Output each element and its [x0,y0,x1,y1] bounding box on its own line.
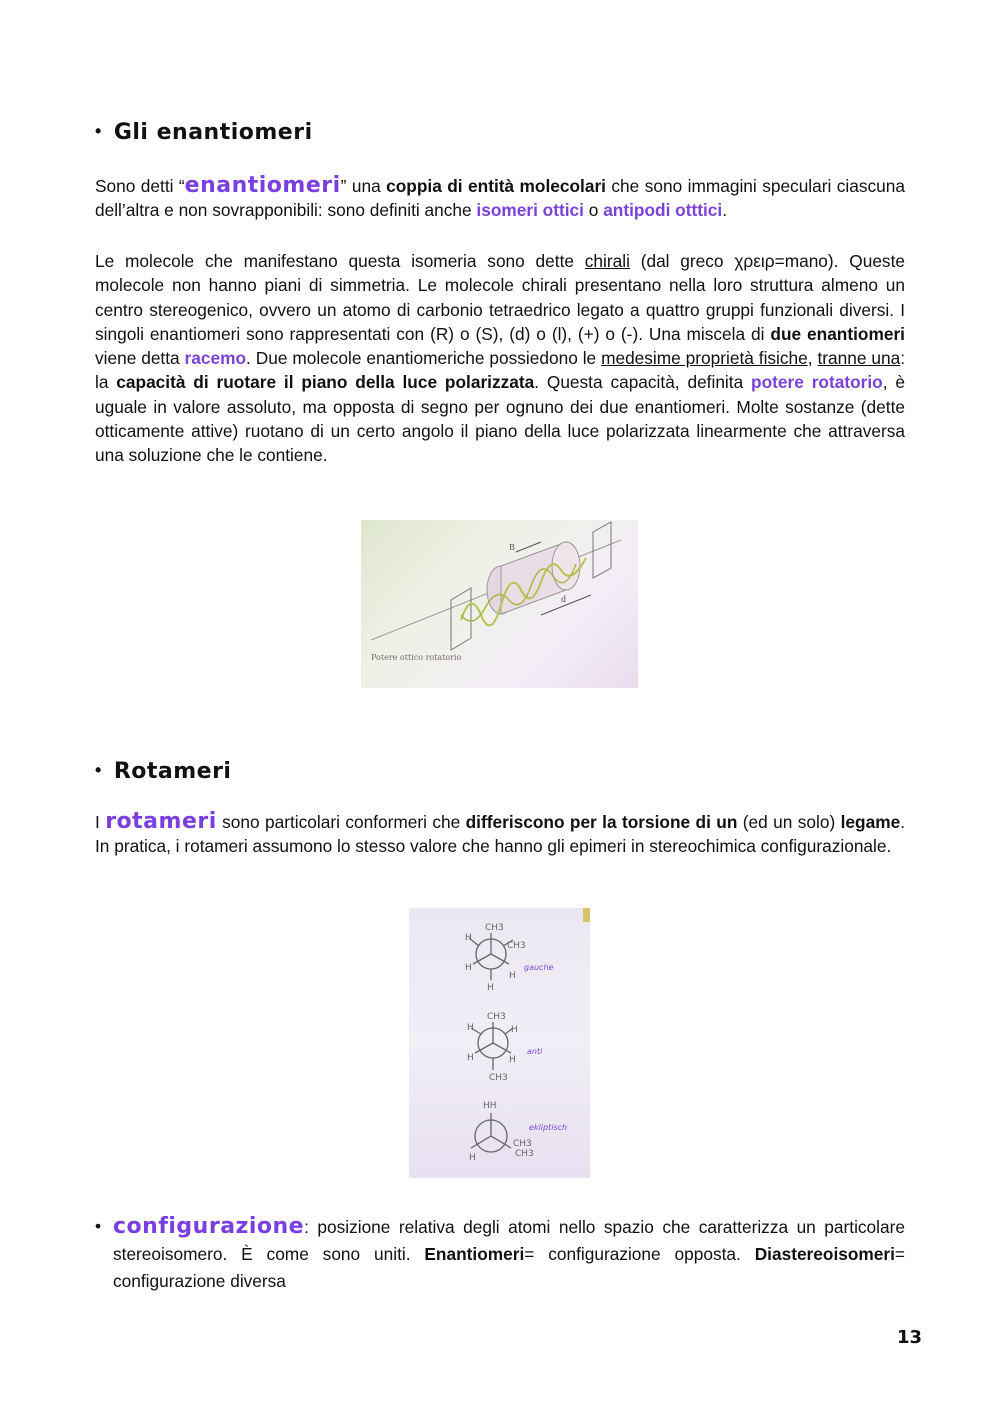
label-anti: anti [527,1047,543,1056]
label-d: d [561,595,567,604]
bullet-icon: • [95,1216,102,1236]
svg-text:H: H [509,971,516,981]
section-heading-enantiomeri [95,120,313,145]
term-potere-rotatorio: potere rotatorio [751,372,883,393]
label-ekliptisch: ekliptisch [529,1123,568,1132]
svg-text:H: H [509,1055,516,1065]
term-racemo: racemo [184,348,247,369]
svg-text:H: H [511,1025,518,1035]
newman-projections-diagram [409,908,590,1178]
term-antipodi-ottici: antipodi otttici [603,200,723,221]
paragraph-rotameri: I rotameri sono particolari conformeri che differiscono per la torsione di un (ed un solo) legame. In pratica, i rotameri assumono lo stesso valore che hanno gli epimeri in stereochimica configurazionale. [95,809,905,857]
page-number: 13 [896,1327,922,1348]
svg-text:H: H [467,1023,474,1033]
heading-text: Gli enantiomeri [113,120,313,145]
term-enantiomeri: enantiomeri [184,173,341,198]
svg-text:H: H [465,933,472,943]
label-b: B [509,543,515,552]
section-heading-rotameri [95,759,231,784]
svg-text:CH3: CH3 [485,923,504,933]
heading-text: Rotameri [113,759,232,784]
bullet-icon: • [95,760,102,780]
svg-text:H: H [469,1153,476,1163]
paragraph-enantiomeri-intro: Sono detti “enantiomeri” una coppia di entità molecolari che sono immagini speculari ciascuna dell’altra e non sovrapponibili: sono definiti anche isomeri ottici o antipodi otttici. [95,173,905,221]
term-configurazione: configurazione [113,1214,305,1239]
paragraph-chirali: Le molecole che manifestano questa isomeria sono dette chirali (dal greco χρειρ=mano). Queste molecole non hanno piani di simmetria. Le molecole chirali presentano nella loro struttura almeno un centro stereogenico, ovvero un atomo di carbonio tetraedrico legato a quattro gruppi funzionali diversi. I singoli enantiomeri sono rappresentati con (R) o (S), (d) o (l), (+) o (-). Una miscela di due enantiomeri viene detta racemo. Due molecole enantiomeriche possiedono le medesime proprietà fisiche, tranne una: la capacità di ruotare il piano della luce polarizzata. Questa capacità, definita potere rotatorio, è uguale in valore assoluto, ma opposta di segno per ognuno dei due enantiomeri. Molte sostanze (dette otticamente attive) ruotano di un certo angolo il piano della luce polarizzata linearmente che attraversa una soluzione che le contiene. [95,251,906,466]
svg-text:HH: HH [483,1101,497,1111]
figure-newman-projections [409,908,590,1178]
figure-potere-ottico-rotatorio [361,520,638,688]
optical-rotation-diagram [361,520,638,688]
bullet-icon: • [95,121,102,141]
term-rotameri: rotameri [105,809,217,834]
svg-text:CH3: CH3 [487,1012,506,1022]
svg-text:CH3: CH3 [507,941,526,951]
label-gauche: gauche [524,963,554,972]
svg-text:H: H [465,963,472,973]
paragraph-configurazione: • configurazione: posizione relativa degli atomi nello spazio che caratterizza un particolare stereoisomero. È come sono uniti. Enantiomeri= configurazione opposta. Diastereoisomeri= configurazione diversa [95,1214,906,1291]
svg-text:H: H [467,1053,474,1063]
svg-text:CH3: CH3 [513,1139,532,1149]
svg-text:CH3: CH3 [489,1073,508,1083]
svg-text:H: H [487,983,494,993]
term-isomeri-ottici: isomeri ottici [476,200,584,221]
svg-text:CH3: CH3 [515,1149,534,1159]
figure-caption: Potere ottico rotatorio [371,653,462,662]
